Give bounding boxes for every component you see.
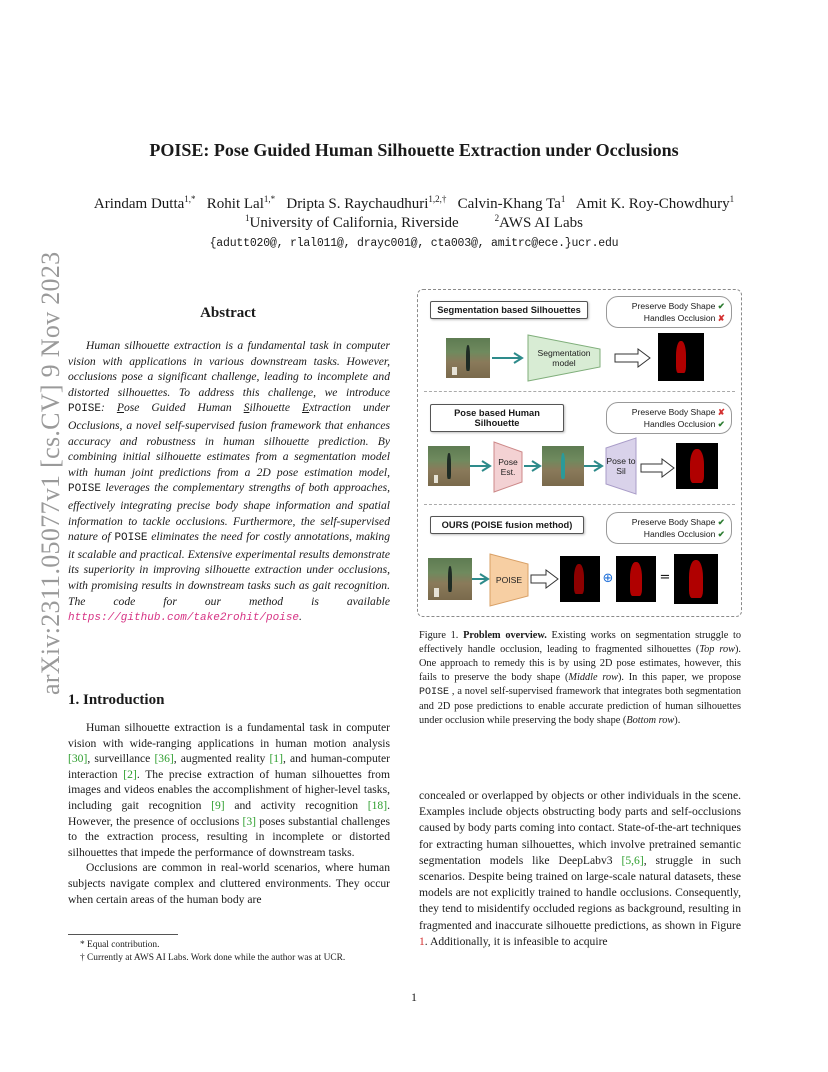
citation-link[interactable]: [18]: [367, 798, 388, 812]
citation-link[interactable]: [3]: [242, 814, 256, 828]
section-heading-introduction: 1. Introduction: [68, 692, 165, 708]
row2-properties: Preserve Body Shape ✘ Handles Occlusion ✔: [606, 402, 732, 434]
author-emails: {adutt020@, rlal011@, drayc001@, cta003@, amitrc@ece.}ucr.edu: [209, 237, 619, 250]
citation-link[interactable]: [9]: [211, 798, 225, 812]
paragraph: Human silhouette extraction is a fundamental task in computer vision with wide-ranging applications in human motion analysis [30], surveillance [36], augmented reality [1], and human-computer interaction [2]. The precise extraction of human silhouettes from images and videos enables the accomplishment of higher-level tasks, including gait recognition [9] and activity recognition [18]. However, the presence of occlusions [3] poses substantial challenges to the extraction process, resulting in incomplete or distorted silhouettes that impede the performance of downstream tasks.: [68, 721, 390, 859]
plus-icon: ⊕: [602, 571, 614, 586]
abstract-heading: Abstract: [200, 305, 256, 321]
code-link[interactable]: https://github.com/take2rohit/poise: [68, 612, 300, 625]
input-image: [428, 558, 472, 600]
footnote-rule: [68, 934, 178, 935]
footnote: † Currently at AWS AI Labs. Work done while the author was at UCR.: [80, 953, 346, 963]
hollow-arrow-icon: [614, 348, 652, 368]
author: Arindam Dutta: [93, 196, 185, 212]
pose-overlay-image: [542, 446, 584, 486]
silhouette-output: [658, 333, 704, 381]
cross-icon: ✘: [717, 313, 725, 323]
affiliation: AWS AI Labs: [499, 215, 583, 231]
author: Amit K. Roy-Chowdhury: [575, 196, 730, 212]
author: Dripta S. Raychaudhuri: [286, 196, 429, 212]
paragraph: Occlusions are common in real-world scenarios, where human subjects navigate complex and cluttered environments. They occur when certain areas of the human body are: [68, 861, 390, 906]
check-icon: ✔: [717, 301, 725, 311]
arrow-icon: [524, 458, 544, 474]
segmentation-mask: [560, 556, 600, 602]
input-image: [428, 446, 470, 486]
hollow-arrow-icon: [640, 458, 676, 478]
introduction-text: [68, 720, 390, 907]
row2-label: Pose based Human Silhouette: [430, 404, 564, 432]
footnote: * Equal contribution.: [80, 940, 160, 950]
check-icon: ✔: [717, 529, 725, 539]
arxiv-stamp: [16, 251, 65, 695]
input-image: [446, 338, 490, 378]
citation-link[interactable]: [36]: [154, 752, 174, 766]
row1-properties: Preserve Body Shape ✔ Handles Occlusion ✘: [606, 296, 732, 328]
page-number: 1: [411, 990, 417, 1004]
hollow-arrow-icon: [530, 569, 560, 589]
paper-title: POISE: Pose Guided Human Silhouette Extraction under Occlusions: [149, 140, 679, 160]
figure-caption: Figure 1. Problem overview. Existing works on segmentation struggle to effectively handle occlusion, leading to fragmented silhouettes (Top row). One approach to remedy this is by using 2D pose estimates, however, this fails to preserve the body shape (Middle row). In this paper, we propose POISE , a novel self-supervised framework that integrates both segmentation and 2D pose predictions to enable accurate prediction of human silhouettes under occlusion while preserving the body shape (Bottom row).: [419, 630, 742, 726]
citation-link[interactable]: [5,6]: [621, 853, 644, 867]
footnotes: [80, 939, 400, 965]
author: Calvin-Khang Ta: [457, 196, 561, 212]
arxiv-stamp-text: arXiv:2311.05077v1 [cs.CV] 9 Nov 2023: [36, 251, 65, 695]
arrow-icon: [492, 350, 528, 366]
pose-to-sil-label: Pose to Sil: [606, 456, 636, 476]
silhouette-output: [674, 554, 718, 604]
figure-ref-link[interactable]: 1: [419, 934, 425, 948]
silhouette-output: [676, 443, 718, 489]
pose-estimator-label: Pose Est.: [498, 457, 518, 477]
abstract-text: Human silhouette extraction is a fundamental task in computer vision with applications in various downstream tasks. However, occlusions pose a significant challenge, leading to incomplete and distorted silhouettes. To address this challenge, we introduce POISE: Pose Guided Human Silhouette Extraction under Occlusions, a novel self-supervised fusion framework that enhances accuracy and robustness in human silhouette prediction. By combining initial silhouette estimates from a segmentation model with human joint predictions from a 2D pose estimation model, POISE leverages the complementary strengths of both approaches, effectively integrating precise body shape information and spatial information to tackle occlusions. Furthermore, the self-supervised nature of POISE eliminates the need for costly annotations, making it scalable and practical. Extensive experimental results demonstrate its superiority in improving silhouette extraction under occlusions, with promising results in downstream tasks such as gait recognition. The code for our method is available https://github.com/take2rohit/poise.: [68, 339, 391, 625]
affiliation: University of California, Riverside: [249, 215, 459, 231]
citation-link[interactable]: [1]: [269, 752, 283, 766]
cross-icon: ✘: [717, 407, 725, 417]
author-list: Arindam Dutta$^{1,*}$ Rohit Lal$^{1,*}$ Dripta S. Raychaudhuri$^{1,2,\dagger}$ Calvin-Khang Ta$^1$ Amit K. Roy-Chowdhury$^1$: [93, 194, 735, 212]
affiliations: $^1$University of California, Riverside $^2$AWS AI Labs: [245, 213, 583, 231]
pose-mask: [616, 556, 656, 602]
citation-link[interactable]: [30]: [68, 752, 88, 766]
equals-icon: =: [659, 570, 671, 585]
arrow-icon: [584, 458, 606, 474]
row3-label: OURS (POISE fusion method): [430, 516, 584, 534]
right-column-text: concealed or overlapped by objects or other individuals in the scene. Examples include objects obstructing body parts and self-occlusions caused by body parts coming into contact. State-of-the-art techniques for extracting human silhouettes, which involve pretrained semantic segmentation models like DeepLabv3 [5,6], struggle in such scenarios. Despite being trained on large-scale natural datasets, these models are not explicitly trained to handle occlusions. Consequently, they tend to misidentify occluded regions as background, resulting in fragmented and inaccurate silhouette predictions, as shown in Figure 1. Additionally, it is infeasible to acquire: [419, 789, 741, 948]
poise-model-label: POISE: [495, 575, 523, 585]
figure-1: [417, 289, 742, 617]
arrow-icon: [470, 458, 494, 474]
row1-label: Segmentation based Silhouettes: [430, 301, 588, 319]
segmentation-model-label: Segmentation model: [537, 348, 591, 368]
citation-link[interactable]: [2]: [123, 767, 137, 781]
check-icon: ✔: [717, 419, 725, 429]
row3-properties: Preserve Body Shape ✔ Handles Occlusion ✔: [606, 512, 732, 544]
check-icon: ✔: [717, 517, 725, 527]
author: Rohit Lal: [206, 196, 264, 212]
